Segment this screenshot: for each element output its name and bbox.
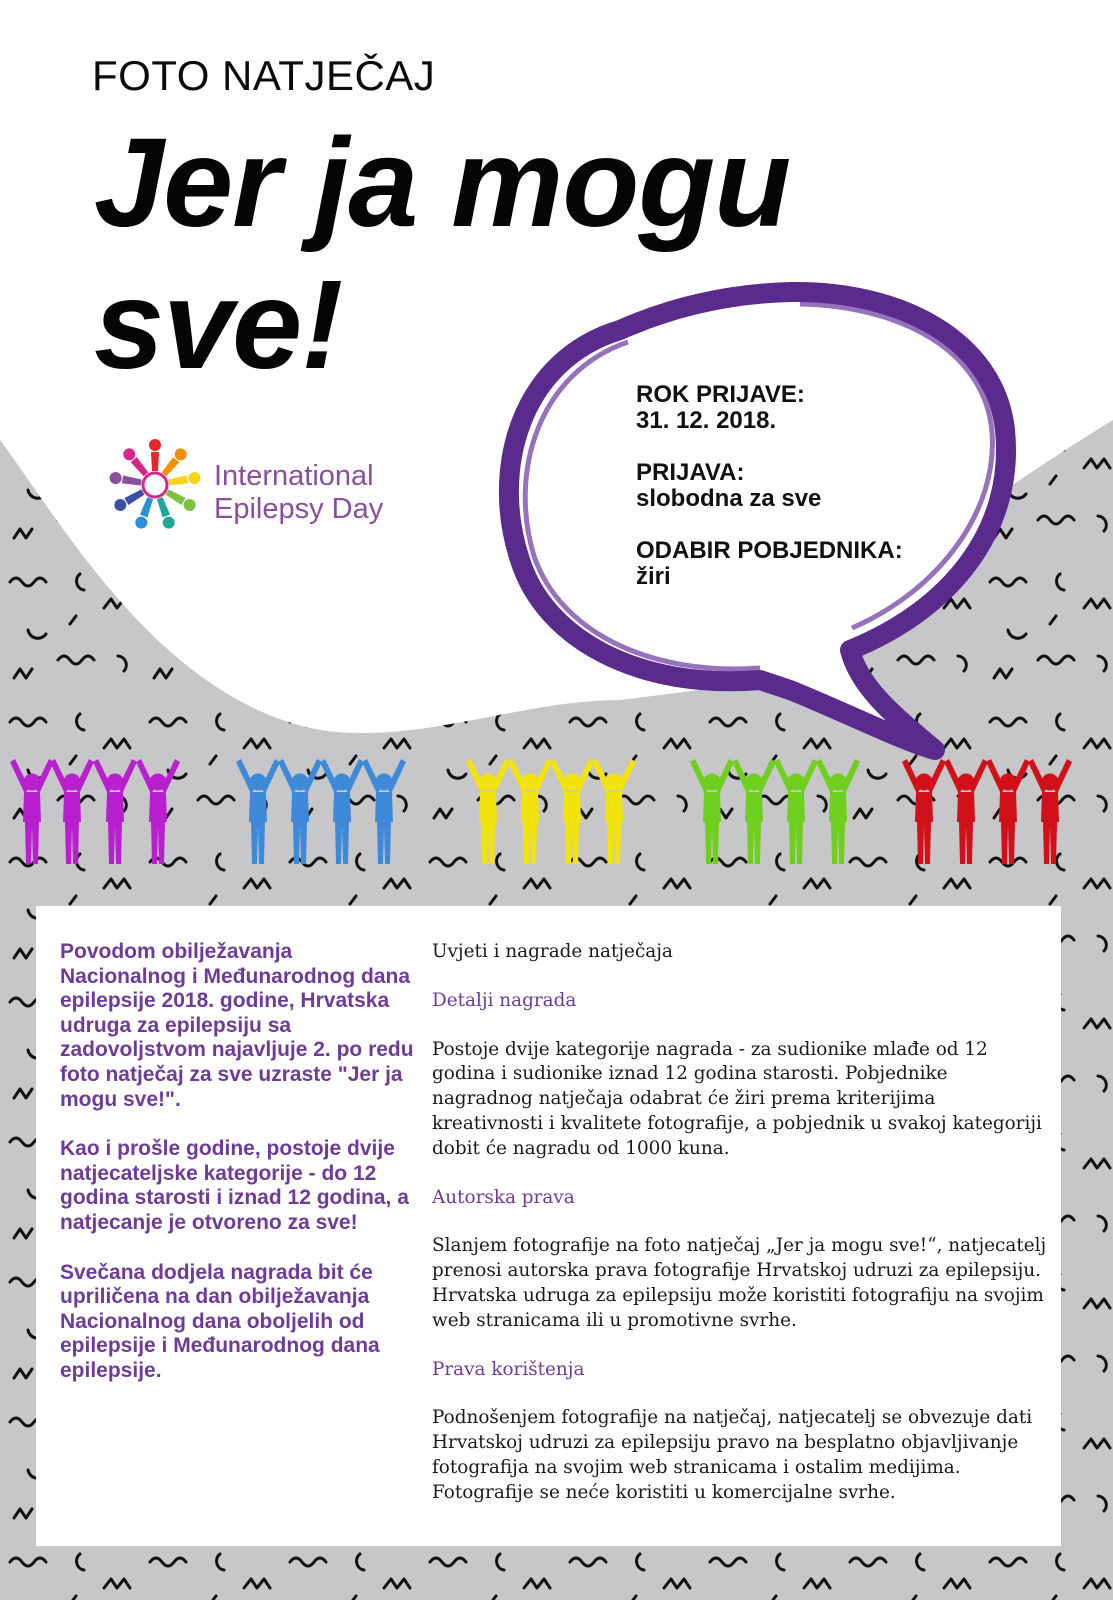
winner-label: ODABIR POBJEDNIKA: xyxy=(636,537,903,564)
terms-heading: Uvjeti i nagrade natječaja xyxy=(432,941,673,962)
epilepsy-day-figures-icon xyxy=(100,430,210,540)
entry-value: slobodna za sve xyxy=(636,485,822,512)
bubble-info xyxy=(636,382,903,616)
entry-block xyxy=(636,460,903,512)
page-title xyxy=(94,112,954,396)
winner-block xyxy=(636,538,903,590)
logo-line-1: International xyxy=(214,460,374,492)
prize-text: Postoje dvije kategorije nagrada - za sudionike mlađe od 12 godina i sudionike iznad 12 godina starosti. Pobjednike nagradnog natječaja odabrat će žiri prema kriterijima kreativnosti i kvalitete fotografije, a pobjednik u svakoj kategoriji dobit će nagradu od 1000 kuna. xyxy=(432,1038,1042,1159)
deadline-block xyxy=(636,382,903,434)
terms-column xyxy=(432,940,1047,1530)
info-panel xyxy=(36,906,1061,1546)
copyright-title: Autorska prava xyxy=(432,1186,575,1208)
title-line-1: Jer ja mogu xyxy=(94,112,791,253)
winner-value: žiri xyxy=(636,563,671,590)
intro-paragraph-3: Svečana dodjela nagrada bit će upriličena na dan obilježavanja Nacionalnog dana oboljelih od epilepsije i Međunarodnog dana epilepsije. xyxy=(60,1260,380,1382)
usage-title: Prava korištenja xyxy=(432,1358,585,1380)
logo-line-2: Epilepsy Day xyxy=(214,493,384,525)
intro-paragraph-2: Kao i prošle godine, postoje dvije natjecateljske kategorije - do 12 godina starosti i iznad 12 godina, a natjecanje je otvoreno za sve! xyxy=(60,1137,409,1234)
deadline-label: ROK PRIJAVE: xyxy=(636,381,805,408)
usage-text: Podnošenjem fotografije na natječaj, natjecatelj se obvezuje dati Hrvatskoj udruzi za epilepsiju pravo na besplatno objavljivanje fotografija na svojim web stranicama i ostalim medijima. Fotografije se neće koristiti u komercijalne svrhe. xyxy=(432,1407,1033,1503)
intro-column xyxy=(60,940,416,1409)
deadline-value: 31. 12. 2018. xyxy=(636,407,777,434)
eyebrow-label: FOTO NATJEČAJ xyxy=(92,52,436,99)
copyright-text: Slanjem fotografije na foto natječaj „Jer ja mogu sve!“, natjecatelj prenosi autorska prava fotografije Hrvatskoj udruzi za epilepsiju. Hrvatska udruga za epilepsiju može koristiti fotografiju na svojim web stranicama ili u promotivne svrhe. xyxy=(432,1235,1047,1331)
logo-text xyxy=(214,460,383,526)
intro-paragraph-1: Povodom obilježavanja Nacionalnog i Međunarodnog dana epilepsije 2018. godine, Hrvatska udruga za epilepsiju sa zadovoljstvom najavljuje 2. po redu foto natječaj za sve uzraste "Jer ja mogu sve!". xyxy=(60,940,414,1111)
international-epilepsy-day-logo xyxy=(100,430,420,540)
prize-title: Detalji nagrada xyxy=(432,989,577,1011)
entry-label: PRIJAVA: xyxy=(636,459,745,486)
title-line-2: sve! xyxy=(94,254,343,395)
